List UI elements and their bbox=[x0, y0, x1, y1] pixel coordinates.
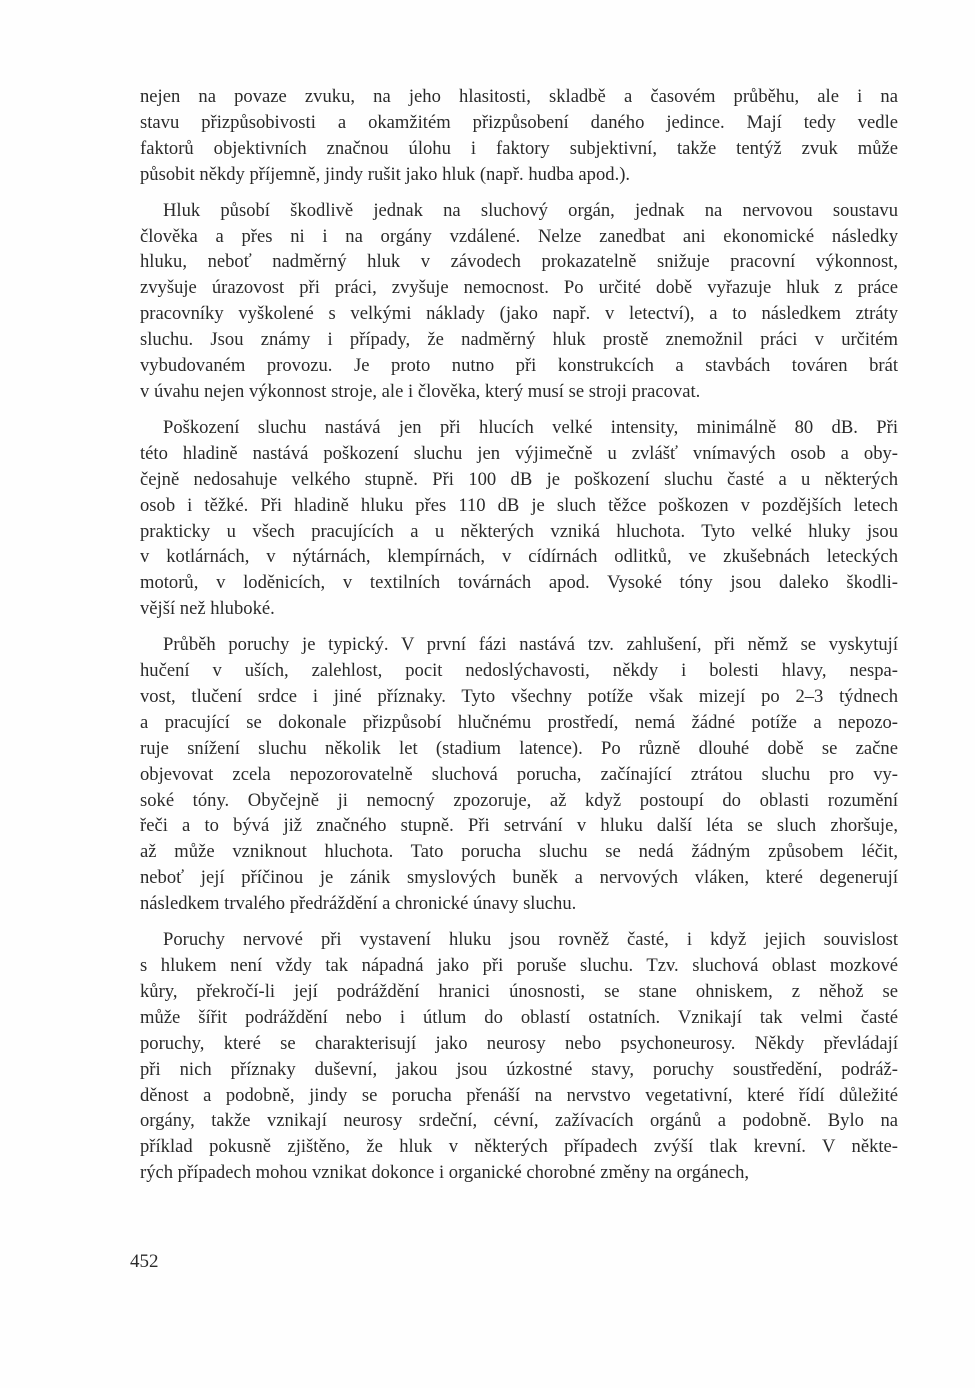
text-line: ruje snížení sluchu několik let (stadium latence). Po různě dlouhé době se začne bbox=[140, 737, 898, 759]
text-line: neboť její příčinou je zánik smyslových buněk a nervových vláken, které degenerují bbox=[140, 867, 898, 889]
paragraph bbox=[140, 415, 898, 622]
text-line: čejně nedosahuje velkého stupně. Při 100 dB je poškození sluchu časté a u některých bbox=[140, 468, 898, 490]
paragraph bbox=[140, 84, 898, 188]
text-line: vybudovaném provozu. Je proto nutno při konstrukcích a stavbách továren brát bbox=[140, 355, 898, 377]
text-line: orgány, takže vznikají neurosy srdeční, cévní, zažívacích orgánů a podobně. Bylo na bbox=[140, 1110, 898, 1132]
text-line: děnost a podobně, jindy se porucha přenáší na nervstvo vegetativní, které řídí důležité bbox=[140, 1084, 898, 1106]
text-line: Průběh poruchy je typický. V první fázi nastává tzv. zahlušení, při němž se vyskytují bbox=[163, 634, 898, 656]
paragraph bbox=[140, 198, 898, 405]
text-line: soké tóny. Obyčejně ji nemocný zpozoruje, až když postoupí do oblasti rozumění bbox=[140, 789, 898, 811]
text-line: prakticky u všech pracujících a u některých vzniká hluchota. Tyto velké hluky jsou bbox=[140, 520, 898, 542]
text-line: Poškození sluchu nastává jen při hlucích velké intensity, minimálně 80 dB. Při bbox=[163, 416, 898, 438]
text-line: člověka a přes ni i na orgány vzdálené. Nelze zanedbat ani ekonomické následky bbox=[140, 225, 898, 247]
page-number: 452 bbox=[130, 1251, 159, 1272]
text-line: v kotlárnách, v nýtárnách, klempírnách, v cídírnách odlitků, ve zkušebnách leteckých bbox=[140, 546, 898, 568]
text-line: osob i těžké. Při hladině hluku přes 110 dB je sluch těžce poškozen v pozdějších letech bbox=[140, 494, 898, 516]
text-line: pracovníky vyškolené s velkými náklady (jako např. v letectví), a to následkem ztráty bbox=[140, 303, 898, 325]
text-line: hučení v uších, zalehlost, pocit nedoslýchavosti, někdy i bolesti hlavy, nespa- bbox=[140, 660, 898, 682]
text-line: motorů, v loděnicích, v textilních továrnách apod. Vysoké tóny jsou daleko škodli- bbox=[140, 572, 898, 594]
text-line: objevovat zcela nepozorovatelně sluchová porucha, začínající ztrátou sluchu pro vy- bbox=[140, 763, 898, 785]
text-line: poruchy, které se charakterisují jako neurosy nebo psychoneurosy. Někdy převládají bbox=[140, 1032, 898, 1054]
text-line: nejen na povaze zvuku, na jeho hlasitosti, skladbě a časovém průběhu, ale i na bbox=[140, 86, 898, 107]
text-line: kůry, překročí-li její podráždění hranici únosnosti, se stane ohniskem, z něhož se bbox=[140, 980, 898, 1002]
text-line: a pracující se dokonale přizpůsobí hlučnému prostředí, nemá žádné potíže a nepozo- bbox=[140, 711, 898, 733]
paragraph bbox=[140, 927, 898, 1186]
text-line: rých případech mohou vznikat dokonce i organické chorobné změny na orgánech, bbox=[140, 1162, 750, 1184]
text-line: až může vzniknout hluchota. Tato porucha sluchu se nedá žádným způsobem léčit, bbox=[140, 841, 898, 863]
text-line: sluchu. Jsou známy i případy, že nadměrný hluk prostě znemožnil práci v určitém bbox=[140, 329, 898, 351]
text-line: hluku, neboť nadměrný hluk v závodech prokazatelně snižuje pracovní výkonnost, bbox=[140, 251, 898, 273]
text-line: Poruchy nervové při vystavení hluku jsou rovněž časté, i když jejich souvislost bbox=[163, 929, 898, 951]
text-line: v úvahu nejen výkonnost stroje, ale i člověka, který musí se stroji pracovat. bbox=[140, 380, 701, 402]
text-line: řeči a to bývá již značného stupně. Při setrvání v hluku další léta se sluch zhoršuje, bbox=[140, 815, 898, 837]
text-line: Hluk působí škodlivě jednak na sluchový orgán, jednak na nervovou soustavu bbox=[163, 199, 898, 221]
text-line: faktorů objektivních značnou úlohu i faktory subjektivní, takže tentýž zvuk může bbox=[140, 137, 898, 159]
body-text bbox=[140, 84, 898, 1196]
text-line: s hlukem není vždy tak nápadná jako při poruše sluchu. Tzv. sluchová oblast mozkové bbox=[140, 955, 898, 976]
text-line: vější než hluboké. bbox=[140, 598, 275, 620]
text-line: stavu přizpůsobivosti a okamžitém přizpůsobení daného jedince. Mají tedy vedle bbox=[140, 111, 898, 133]
text-line: působit někdy příjemně, jindy rušit jako hluk (např. hudba apod.). bbox=[140, 163, 631, 185]
text-line: může šířit podráždění nebo i útlum do oblastí ostatních. Vznikají tak velmi časté bbox=[140, 1006, 898, 1028]
text-line: příklad pokusně zjištěno, že hluk v některých případech zvýší tlak krevní. V někte- bbox=[140, 1136, 898, 1158]
text-line: této hladině nastává poškození sluchu jen výjimečně u zvlášť vnímavých osob a oby- bbox=[140, 442, 898, 464]
text-line: následkem trvalého předráždění a chronické únavy sluchu. bbox=[140, 893, 577, 915]
text-line: při nich příznaky duševní, jakou jsou úzkostné stavy, poruchy soustředění, podráž- bbox=[140, 1058, 898, 1080]
text-line: vost, tlučení srdce i jiné příznaky. Tyto všechny potíže však mizejí po 2–3 týdnech bbox=[140, 685, 898, 707]
text-line: zvyšuje úrazovost při práci, zvyšuje nemocnost. Po určité době vyřazuje hluk z práce bbox=[140, 277, 898, 299]
paragraph bbox=[140, 632, 898, 917]
